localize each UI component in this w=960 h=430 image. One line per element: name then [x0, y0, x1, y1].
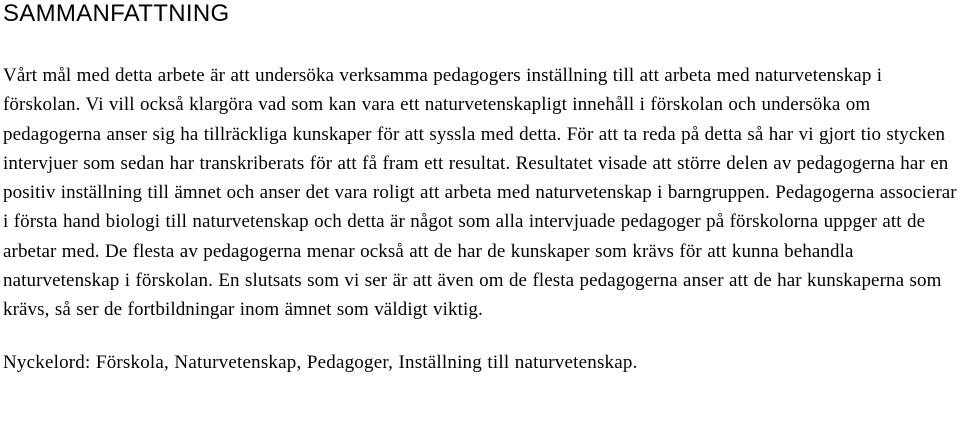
keywords-line: Nyckelord: Förskola, Naturvetenskap, Pedagoger, Inställning till naturvetenskap.	[3, 351, 638, 373]
abstract-paragraph: Vårt mål med detta arbete är att undersöka verksamma pedagogers inställning till att arbeta med naturvetenskap i förskolan. Vi vill också klargöra vad som kan vara ett naturvetenskapligt innehåll i förskolan och undersöka om pedagogerna anser sig ha tillräckliga kunskaper för att syssla med detta. För att ta reda på detta så har vi gjort tio stycken intervjuer som sedan har transkriberats för att få fram ett resultat. Resultatet visade att större delen av pedagogerna har en positiv inställning till ämnet och anser det vara roligt att arbeta med naturvetenskap i barngruppen. Pedagogerna associerar i första hand biologi till naturvetenskap och detta är något som alla intervjuade pedagoger på förskolorna uppger att de arbetar med. De flesta av pedagogerna menar också att de har de kunskaper som krävs för att kunna behandla naturvetenskap i förskolan. En slutsats som vi ser är att även om de flesta pedagogerna anser att de har kunskaperna som krävs, så ser de fortbildningar inom ämnet som väldigt viktig.	[3, 65, 957, 321]
section-heading: SAMMANFATTNING	[3, 0, 230, 27]
document-page	[3, 0, 958, 377]
